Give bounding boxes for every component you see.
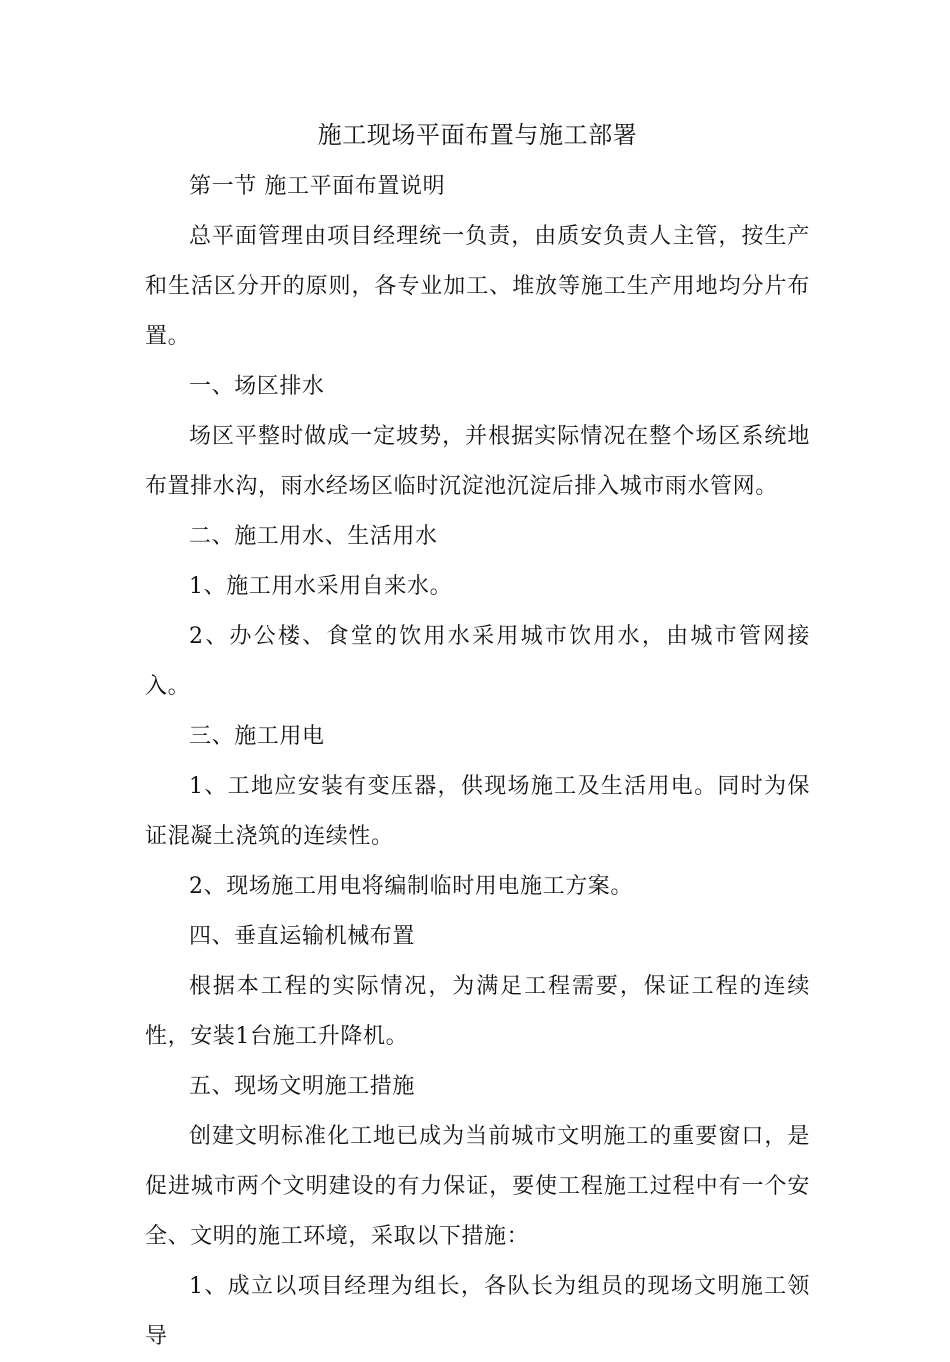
subsection-heading: 五、现场文明施工措施 bbox=[189, 1074, 416, 1099]
list-item: 1、施工用水采用自来水。 bbox=[189, 574, 453, 599]
paragraph: 总平面管理由项目经理统一负责，由质安负责人主管，按生产和生活区分开的原则，各专业加工、堆放等施工生产用地均分片布置。 bbox=[145, 224, 810, 349]
list-item: 1、成立以项目经理为组长，各队长为组员的现场文明施工领导 bbox=[145, 1274, 810, 1349]
list-item: 2、现场施工用电将编制临时用电施工方案。 bbox=[189, 874, 633, 899]
list-item: 2、办公楼、食堂的饮用水采用城市饮用水，由城市管网接入。 bbox=[145, 624, 810, 699]
subsection-heading: 三、施工用电 bbox=[189, 724, 325, 749]
subsection-heading: 二、施工用水、生活用水 bbox=[189, 524, 438, 549]
document-title: 施工现场平面布置与施工部署 bbox=[317, 121, 638, 149]
list-item: 1、工地应安装有变压器，供现场施工及生活用电。同时为保证混凝土浇筑的连续性。 bbox=[145, 774, 810, 849]
section-heading: 第一节 施工平面布置说明 bbox=[189, 174, 446, 199]
paragraph: 场区平整时做成一定坡势，并根据实际情况在整个场区系统地布置排水沟，雨水经场区临时沉淀池沉淀后排入城市雨水管网。 bbox=[145, 424, 810, 499]
paragraph: 创建文明标准化工地已成为当前城市文明施工的重要窗口，是促进城市两个文明建设的有力保证，要使工程施工过程中有一个安全、文明的施工环境，采取以下措施： bbox=[145, 1124, 810, 1249]
subsection-heading: 四、垂直运输机械布置 bbox=[189, 924, 416, 949]
paragraph: 根据本工程的实际情况，为满足工程需要，保证工程的连续性，安装1台施工升降机。 bbox=[145, 974, 810, 1049]
document-page bbox=[145, 112, 810, 1362]
subsection-heading: 一、场区排水 bbox=[189, 374, 325, 399]
